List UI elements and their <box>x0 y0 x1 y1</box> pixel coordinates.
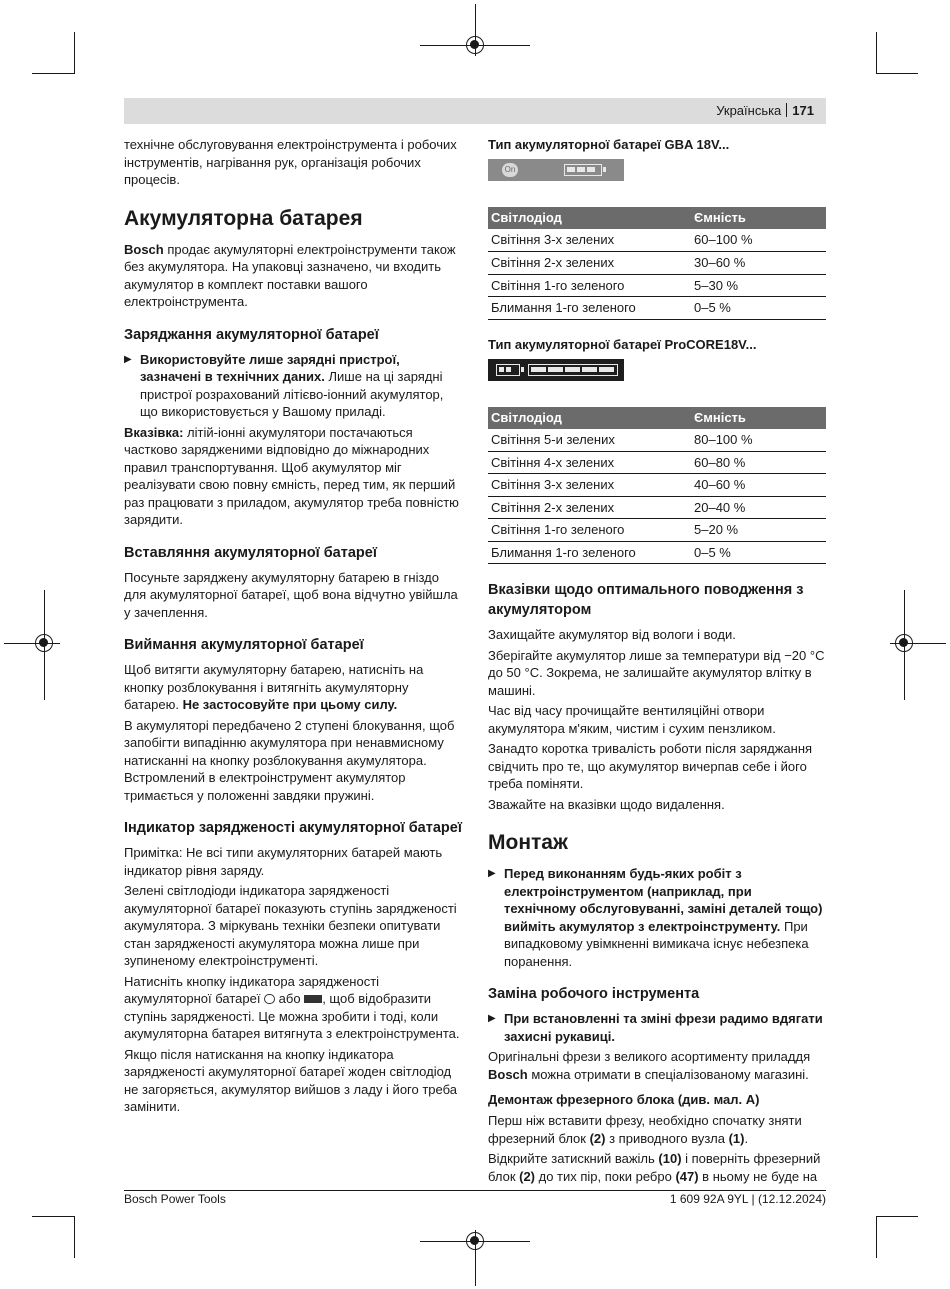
capacity-cell: 5–30 % <box>691 274 826 297</box>
footer-rule <box>124 1190 826 1191</box>
column-header: Світлодіод <box>488 407 691 429</box>
led-segment <box>599 367 614 372</box>
table-row <box>488 451 826 474</box>
registration-mark <box>466 1232 484 1250</box>
part-number: (2) <box>589 1130 606 1146</box>
insert-paragraph: Посуньте заряджену акумуляторну батарею в гніздо для акумуляторної батареї, щоб вона відчутно увійшла у зачеплення. <box>124 569 458 620</box>
on-button-icon <box>264 994 275 1004</box>
crop-mark <box>74 1216 75 1258</box>
charging-bullet <box>124 351 462 421</box>
demount-text: до тих пір, поки ребро <box>535 1168 676 1184</box>
demount-text: і поверніть фрезерний блок <box>488 1151 821 1184</box>
indicator-paragraph-3 <box>124 973 462 1043</box>
note-label: Вказівка: <box>124 424 184 440</box>
tool-paragraph <box>488 1048 826 1083</box>
remove-paragraph-1 <box>124 661 462 714</box>
battery-icon <box>496 364 520 376</box>
capacity-cell: 30–60 % <box>691 252 826 275</box>
led-bar <box>528 364 618 376</box>
battery-segment <box>506 367 511 372</box>
left-column <box>124 136 462 1119</box>
table-row <box>488 229 826 252</box>
remove-heading: Виймання акумуляторної батареї <box>124 637 364 653</box>
demount-paragraph-1 <box>488 1112 826 1147</box>
remove-warning: Не застосовуйте при цьому силу. <box>182 697 398 712</box>
crop-mark <box>32 1216 74 1217</box>
led-state-cell: Світіння 5-и зелених <box>488 429 691 452</box>
column-header: Ємність <box>691 207 826 229</box>
table-row <box>488 474 826 497</box>
mount-heading: Монтаж <box>488 831 568 854</box>
led-segment <box>548 367 563 372</box>
capacity-cell: 20–40 % <box>691 496 826 519</box>
led-segment <box>531 367 546 372</box>
handling-heading: Вказівки щодо оптимального поводження з акумулятором <box>488 582 804 618</box>
tool-text-a: Оригінальні фрези з великого асортименту приладдя <box>488 1049 811 1064</box>
footer-brand: Bosch Power Tools <box>124 1192 226 1206</box>
table-row <box>488 274 826 297</box>
battery-segment <box>567 167 575 172</box>
procore-heading: Тип акумуляторної батареї ProCORE18V... <box>488 336 757 352</box>
table-header-row <box>488 407 826 429</box>
part-number: (1) <box>728 1130 745 1146</box>
table-row <box>488 519 826 542</box>
led-state-cell: Світіння 3-х зелених <box>488 474 691 497</box>
on-label: On <box>502 163 518 177</box>
tool-change-heading: Заміна робочого інструмента <box>488 986 700 1002</box>
handling-paragraph: Занадто коротка тривалість роботи після заряджання свідчить про те, що акумулятор вичерпав себе і його треба поміняти. <box>488 741 813 791</box>
crop-mark <box>876 1216 918 1217</box>
header-language: Українська <box>716 103 782 118</box>
tool-text-b: можна отримати в спеціалізованому магазині. <box>527 1066 809 1082</box>
column-header: Ємність <box>691 407 826 429</box>
capacity-cell: 0–5 % <box>691 541 826 564</box>
battery-heading: Акумуляторна батарея <box>124 206 363 230</box>
handling-paragraph: Зважайте на вказівки щодо видалення. <box>488 796 725 812</box>
charging-heading: Заряджання акумуляторної батареї <box>124 326 379 343</box>
capacity-cell: 40–60 % <box>691 474 826 497</box>
capacity-cell: 5–20 % <box>691 519 826 542</box>
footer-doc-id: 1 609 92A 9YL | (12.12.2024) <box>669 1192 826 1206</box>
gba-heading: Тип акумуляторної батареї GBA 18V... <box>488 137 730 152</box>
led-state-cell: Світіння 1-го зеленого <box>488 519 691 542</box>
table-row <box>488 252 826 275</box>
tool-bullet <box>488 1010 826 1045</box>
demount-text: Перш ніж вставити фрезу, необхідно спочатку зняти фрезерний блок <box>488 1113 802 1146</box>
charging-bullet-bold: Використовуйте лише зарядні пристрої, зазначені в технічних даних. <box>140 351 400 384</box>
battery-text: продає акумуляторні електроінструменти також без акумулятора. На упаковці зазначено, чи входить акумулятор в комплект поставки вашого електроінструмента. <box>124 241 456 309</box>
battery-button-icon <box>304 995 322 1003</box>
demount-heading: Демонтаж фрезерного блока (див. мал. A) <box>488 1092 760 1107</box>
remove-paragraph-2: В акумуляторі передбачено 2 ступені блокування, щоб запобігти випадінню акумулятора при ненавмисному натисканні на кнопку розблокування акумулятора. Встромлений в електроінструмент акумулятор тримається у положенні завдяки пружині. <box>124 717 455 803</box>
remove-text: Щоб витягти акумуляторну батарею, натисніть на кнопку розблокування і витягніть акумуляторну батарею. <box>124 662 424 712</box>
battery-segment <box>499 367 504 372</box>
table-row <box>488 496 826 519</box>
led-state-cell: Блимання 1-го зеленого <box>488 541 691 564</box>
indicator-paragraph-4: Якщо після натискання на кнопку індикатора зарядженості акумуляторної батареї жоден світлодіод не загоряється, акумулятор вийшов з ладу і його треба замінити. <box>124 1046 457 1114</box>
charging-bullet-text: Лише на ці зарядні пристрої розрахований літієво-іонний акумулятор, що використовується у Вашому приладі. <box>140 369 444 419</box>
led-state-cell: Світіння 4-х зелених <box>488 451 691 474</box>
part-number: (10) <box>658 1151 682 1166</box>
table-row <box>488 429 826 452</box>
led-segment <box>565 367 580 372</box>
demount-text: Відкрийте затискний важіль <box>488 1151 659 1166</box>
led-state-cell: Світіння 2-х зелених <box>488 252 691 275</box>
indicator-text-c: , щоб відобразити ступінь зарядженості. Це можна зробити і тоді, коли акумуляторна батарея витягнута з електроінструмента. <box>124 991 460 1041</box>
battery-icon <box>564 164 602 176</box>
tool-bullet-bold: При встановленні та зміні фрези радимо вдягати захисні рукавиці. <box>504 1011 823 1044</box>
brand-name: Bosch <box>124 241 164 257</box>
gba-capacity-table <box>488 207 826 320</box>
part-number: (47) <box>675 1168 699 1184</box>
indicator-paragraph-1: Примітка: Не всі типи акумуляторних батарей мають індикатор рівня заряду. <box>124 845 443 878</box>
indicator-heading: Індикатор зарядженості акумуляторної батареї <box>124 820 462 836</box>
crop-mark <box>74 32 75 74</box>
demount-text: . <box>744 1130 749 1146</box>
registration-mark <box>895 634 913 652</box>
intro-paragraph: технічне обслуговування електроінструмента і робочих інструментів, нагрівання рук, організація робочих процесів. <box>124 137 457 187</box>
battery-paragraph <box>124 241 462 311</box>
indicator-text-b: або <box>275 991 305 1006</box>
table-row <box>488 297 826 320</box>
page-header <box>124 98 826 124</box>
indicator-paragraph-2: Зелені світлодіоди індикатора зарядженості акумуляторної батареї показують ступінь зарядженості акумулятора. З міркувань техніки безпеки опитувати стан зарядженості акумулятора можна лише при зупиненому електроінструменті. <box>124 883 457 968</box>
procore-indicator-icon <box>488 359 624 381</box>
crop-mark <box>32 73 74 74</box>
indicator-text-a: Натисніть кнопку індикатора зарядженості акумуляторної батареї <box>124 973 380 1006</box>
mount-bullet-text: При випадковому увімкненні вимикача існує небезпека поранення. <box>504 918 809 969</box>
capacity-cell: 80–100 % <box>691 429 826 452</box>
page-number: 171 <box>792 103 814 118</box>
right-column <box>488 136 826 1188</box>
charging-note <box>124 424 462 529</box>
table-row <box>488 541 826 564</box>
crop-mark <box>876 1216 877 1258</box>
header-separator <box>786 103 787 117</box>
registration-mark <box>466 36 484 54</box>
led-state-cell: Світіння 1-го зеленого <box>488 274 691 297</box>
demount-text: в ньому не буде на <box>698 1168 818 1184</box>
crop-mark <box>876 73 918 74</box>
mount-bullet-bold: Перед виконанням будь-яких робіт з електроінструментом (наприклад, при технічному обслуговуванні, заміні деталей тощо) вийміть акумулятор з електроінструменту. <box>504 866 823 934</box>
led-state-cell: Світіння 3-х зелених <box>488 229 691 252</box>
column-header: Світлодіод <box>488 207 691 229</box>
capacity-cell: 0–5 % <box>691 297 826 320</box>
led-state-cell: Блимання 1-го зеленого <box>488 297 691 320</box>
mount-bullet <box>488 865 826 970</box>
procore-capacity-table <box>488 407 826 565</box>
demount-paragraph-2 <box>488 1150 826 1185</box>
capacity-cell: 60–80 % <box>691 451 826 474</box>
crop-mark <box>876 32 877 74</box>
handling-paragraph: Зберігайте акумулятор лише за температури від −20 °C до 50 °C. Зокрема, не залишайте акумулятор влітку в машині. <box>488 647 825 698</box>
brand-name: Bosch <box>488 1066 528 1082</box>
gba-indicator-icon <box>488 159 624 181</box>
capacity-cell: 60–100 % <box>691 229 826 252</box>
header-text <box>716 103 814 118</box>
table-header-row <box>488 207 826 229</box>
handling-paragraph: Захищайте акумулятор від вологи і води. <box>488 627 736 642</box>
insert-heading: Вставляння акумуляторної батареї <box>124 544 377 561</box>
led-segment <box>582 367 597 372</box>
part-number: (2) <box>519 1168 536 1184</box>
note-text: літій-іонні акумулятори постачаються частково зарядженими відповідно до міжнародних правил транспортування. Щоб акумулятор міг реалізувати свою повну ємність, перед тим, як перший раз працювати з приладом, акумулятор треба повністю зарядити. <box>124 424 459 527</box>
battery-segment <box>587 167 595 172</box>
led-state-cell: Світіння 2-х зелених <box>488 496 691 519</box>
battery-segment <box>577 167 585 172</box>
handling-paragraph: Час від часу прочищайте вентиляційні отвори акумулятора м'яким, чистим і сухим пензликом. <box>488 703 776 736</box>
registration-mark <box>35 634 53 652</box>
demount-text: з приводного вузла <box>605 1130 729 1146</box>
